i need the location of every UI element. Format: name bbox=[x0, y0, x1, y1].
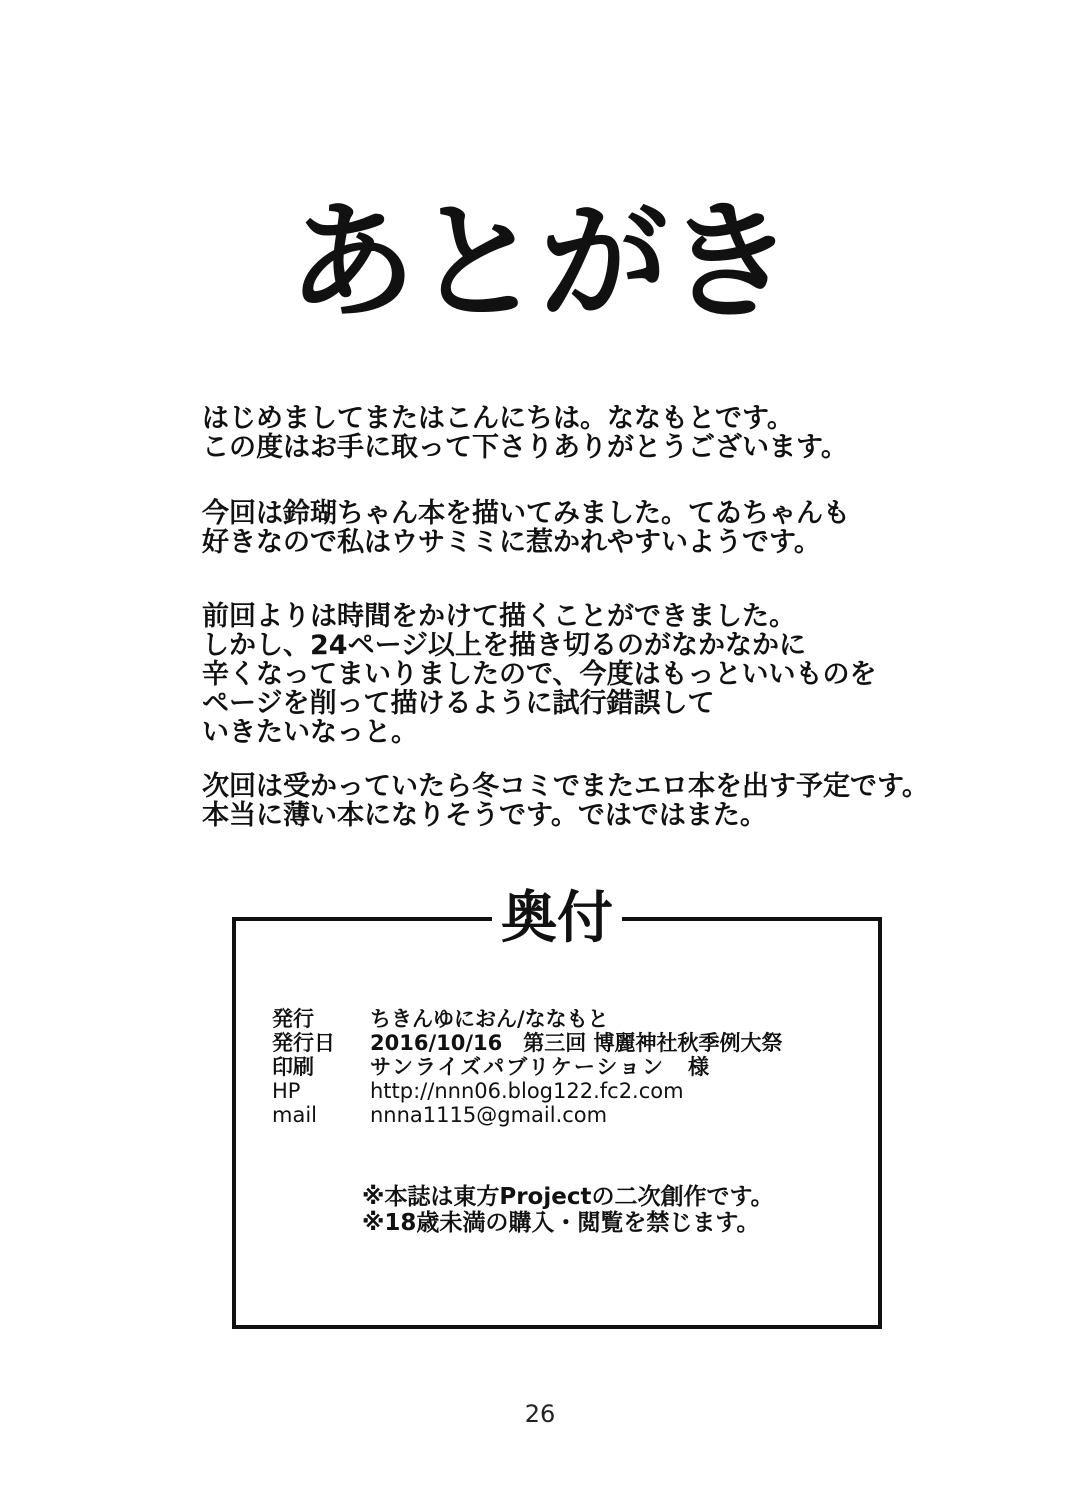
text-line: ページを削って描けるように試行錯誤して bbox=[202, 688, 715, 719]
text-line: 次回は受かっていたら冬コミでまたエロ本を出す予定です。 bbox=[202, 771, 929, 802]
colophon-label: mail bbox=[272, 1103, 317, 1127]
colophon-row-printer bbox=[272, 1055, 783, 1079]
text-line: 本当に薄い本になりそうです。ではではまた。 bbox=[202, 800, 767, 831]
colophon-row-publish-date bbox=[272, 1031, 783, 1055]
page-number: 26 bbox=[524, 1400, 556, 1428]
text-line: いきたいなっと。 bbox=[202, 717, 418, 748]
page-title: あとがき bbox=[287, 187, 792, 337]
colophon-label: HP bbox=[272, 1079, 301, 1103]
afterword-paragraph-4 bbox=[202, 772, 929, 830]
text-line: しかし、24ページ以上を描き切るのがなかなかに bbox=[202, 630, 807, 661]
disclaimer-note: ※本誌は東方Projectの二次創作です。 bbox=[362, 1184, 774, 1210]
homepage-url-text: http://nnn06.blog122.fc2.com bbox=[370, 1079, 684, 1103]
colophon-box bbox=[232, 886, 882, 1329]
colophon-notes bbox=[362, 1184, 774, 1236]
afterword-paragraph-1 bbox=[202, 404, 848, 462]
text-line: 前回よりは時間をかけて描くことができました。 bbox=[202, 601, 796, 632]
text-line: 辛くなってまいりましたので、今度はもっといいものを bbox=[202, 659, 877, 690]
colophon-label: 印刷 bbox=[272, 1055, 314, 1079]
text-line: 今回は鈴瑚ちゃん本を描いてみました。てゐちゃんも bbox=[202, 498, 850, 529]
colophon-value: サンライズパブリケーション 様 bbox=[370, 1055, 712, 1079]
colophon-label: 発行 bbox=[272, 1007, 314, 1031]
afterword-paragraph-2 bbox=[202, 499, 850, 557]
text-line: この度はお手に取って下さりありがとうございます。 bbox=[202, 432, 848, 463]
colophon-label: 発行日 bbox=[272, 1031, 335, 1055]
colophon-legend: 奥付 bbox=[492, 887, 622, 951]
text-line: 好きなので私はウサミミに惹かれやすいようです。 bbox=[202, 527, 821, 558]
colophon-value: ちきんゆにおん/ななもと bbox=[370, 1007, 609, 1031]
disclaimer-note: ※18歳未満の購入・閲覧を禁じます。 bbox=[362, 1210, 760, 1236]
afterword-paragraph-3 bbox=[202, 602, 876, 747]
colophon-row-homepage bbox=[272, 1079, 783, 1103]
text-line: はじめましてまたはこんにちは。ななもとです。 bbox=[202, 403, 794, 434]
colophon-rows bbox=[272, 1007, 783, 1127]
mail-address-text: nnna1115@gmail.com bbox=[370, 1103, 608, 1127]
colophon-row-publisher bbox=[272, 1007, 783, 1031]
colophon-value: 2016/10/16 第三回 博麗神社秋季例大祭 bbox=[370, 1031, 783, 1055]
colophon-row-mail bbox=[272, 1103, 783, 1127]
